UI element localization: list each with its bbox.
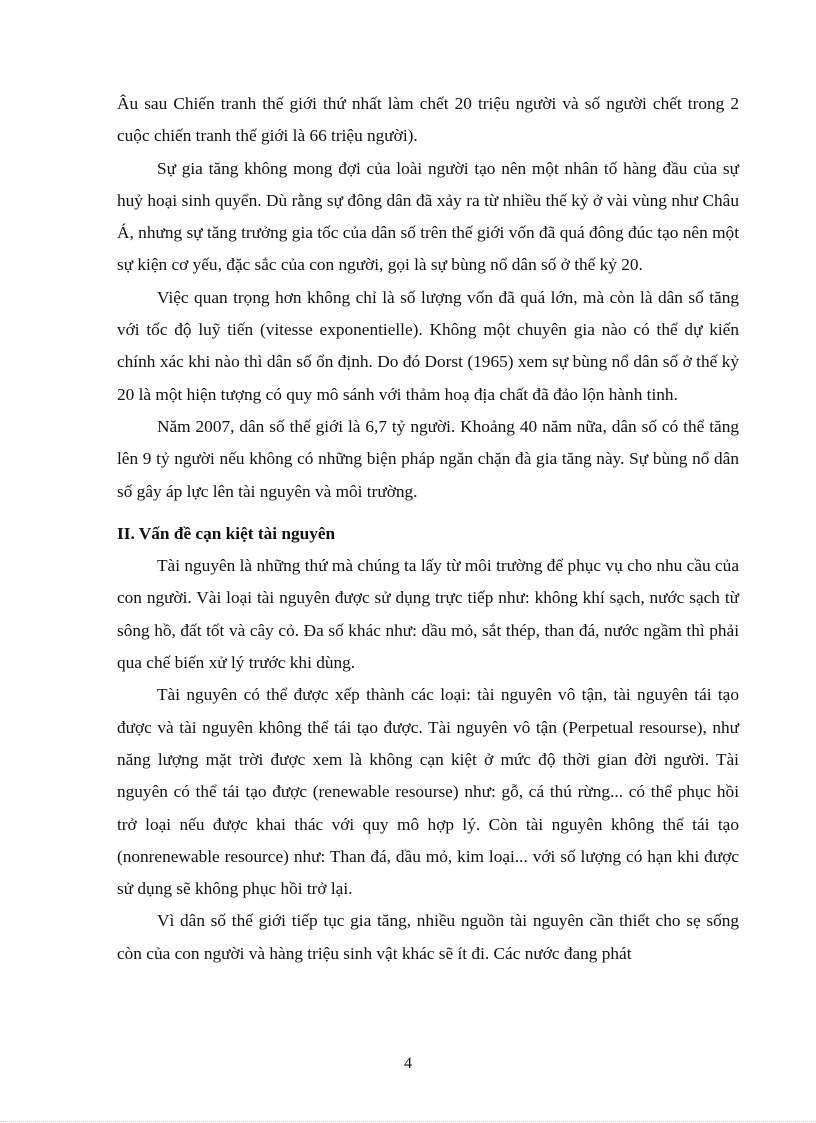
paragraph-resource-depletion: Vì dân số thế giới tiếp tục gia tăng, nhiều nguồn tài nguyên cần thiết cho sẹ sống còn của con người và hàng triệu sinh vật khác sẽ ít đi. Các nước đang phát [117,911,739,963]
page-number: 4 [404,1055,412,1072]
section-heading: II. Vấn đề cạn kiệt tài nguyên [117,523,336,543]
paragraph-population-growth: Sự gia tăng không mong đợi của loài người tạo nên một nhân tố hàng đầu của sự huỷ hoại sinh quyển. Dù rằng sự đông dân đã xảy ra từ nhiều thế kỷ ở vài vùng như Châu Á, nhưng sự tăng trưởng gia tốc của dân số trên thế giới vốn đã quá đông đúc tạo nên một sự kiện cơ yếu, đặc sắc của con người, gọi là sự bùng nổ dân số ở thế kỷ 20. [117,158,739,275]
paragraph-resources-definition: Tài nguyên là những thứ mà chúng ta lấy từ môi trường để phục vụ cho nhu cầu của con người. Vài loại tài nguyên được sử dụng trực tiếp như: không khí sạch, nước sạch từ sông hồ, đất tốt và cây cỏ. Đa số khác như: dầu mỏ, sắt thép, than đá, nước ngầm thì phải qua chế biến xử lý trước khi dùng. [117,556,739,673]
page-bottom-divider [0,1121,816,1122]
paragraph-resource-types: Tài nguyên có thể được xếp thành các loại: tài nguyên vô tận, tài nguyên tái tạo được và tài nguyên không thể tái tạo được. Tài nguyên vô tận (Perpetual resourse), như năng lượng mặt trời được xem là không cạn kiệt ở mức độ thời gian đời người. Tài nguyên có thể tái tạo được (renewable resourse) như: gỗ, cá thú rừng... có thể phục hồi trở loại nếu được khai thác với quy mô hợp lý. Còn tài nguyên không thể tái tạo (nonrenewable resource) như: Than đá, dầu mỏ, kim loại... với số lượng có hạn khi được sử dụng sẽ không phục hồi trở lại. [117,685,739,899]
paragraph-exponential-growth: Việc quan trọng hơn không chỉ là số lượng vốn đã quá lớn, mà còn là dân số tăng với tốc độ luỹ tiến (vitesse exponentielle). Không một chuyên gia nào có thể dự kiến chính xác khi nào thì dân số ổn định. Do đó Dorst (1965) xem sự bùng nổ dân số ở thế kỷ 20 là một hiện tượng có quy mô sánh với thảm hoạ địa chất đã đảo lộn hành tinh. [117,287,739,404]
paragraph-population-2007: Năm 2007, dân số thế giới là 6,7 tỷ người. Khoảng 40 năm nữa, dân số có thể tăng lên 9 tỷ người nếu không có những biện pháp ngăn chặn đà gia tăng này. Sự bùng nổ dân số gây áp lực lên tài nguyên và môi trường. [117,416,739,501]
paragraph-continuation: Âu sau Chiến tranh thế giới thứ nhất làm chết 20 triệu người và số người chết trong 2 cuộc chiến tranh thế giới là 66 triệu người). [117,94,739,146]
page-body [117,88,739,970]
